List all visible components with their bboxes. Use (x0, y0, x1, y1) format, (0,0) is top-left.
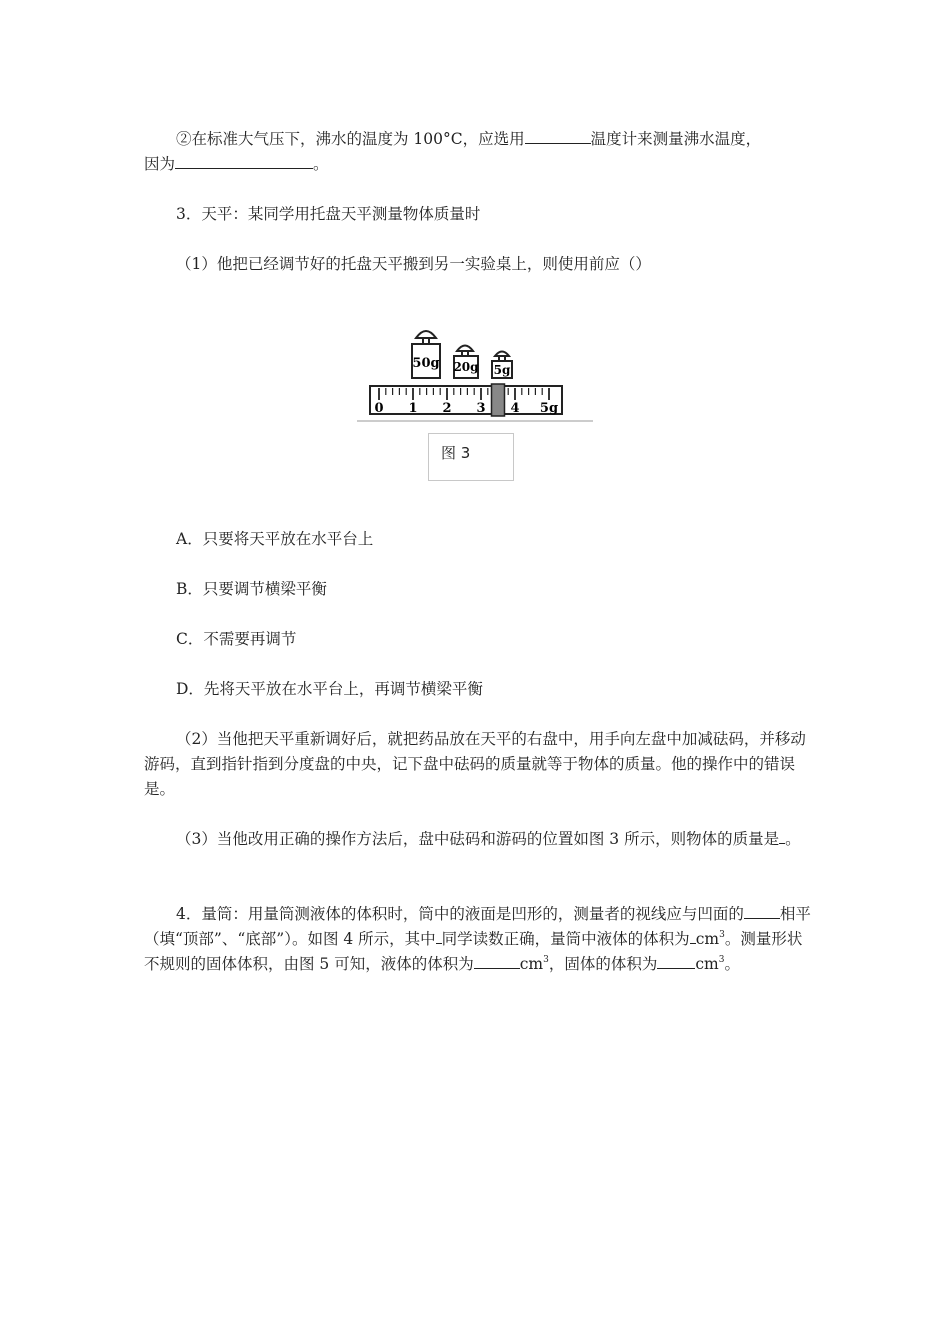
answer-blank[interactable] (474, 952, 520, 969)
answer-blank[interactable] (525, 127, 591, 144)
balance-figure-svg (355, 318, 595, 428)
answer-blank[interactable] (175, 152, 313, 169)
weight-label-5g: 5g (493, 363, 511, 377)
figure-3-caption: 图 3 (428, 433, 514, 481)
option-a[interactable]: A．只要将天平放在水平台上 (176, 530, 374, 548)
scale-tick-label: 2 (442, 401, 452, 416)
weight-50g (412, 331, 440, 378)
weight-label-20g: 20g (453, 360, 479, 374)
weight-label-50g: 50g (412, 356, 440, 371)
scale-tick-label: 1 (408, 401, 418, 416)
weight-5g (492, 352, 512, 379)
option-c[interactable]: C．不需要再调节 (176, 630, 297, 648)
q3-sub2: （2）当他把天平重新调好后，就把药品放在天平的右盘中，用手向左盘中加减砝码，并移动游码，直到指针指到分度盘的中央，记下盘中砝码的质量就等于物体的质量。他的操作中的错误是。 (144, 730, 806, 798)
option-b[interactable]: B．只要调节横梁平衡 (176, 580, 327, 598)
scale-tick-label: 5g (539, 401, 559, 416)
q3-title: 3．天平：某同学用托盘天平测量物体质量时 (176, 205, 481, 223)
answer-blank[interactable] (657, 952, 695, 969)
weight-20g (453, 346, 479, 379)
answer-blank[interactable] (744, 902, 780, 919)
q3-sub1: （1）他把已经调节好的托盘天平搬到另一实验桌上，则使用前应（） (176, 255, 651, 273)
q2-line2: 因为 。 (144, 152, 814, 177)
rider-scale-bar (370, 386, 562, 414)
scale-tick-label: 0 (374, 401, 384, 416)
option-d[interactable]: D．先将天平放在水平台上，再调节横梁平衡 (176, 680, 483, 698)
q3-sub3: （3）当他改用正确的操作方法后，盘中砝码和游码的位置如图 3 所示，则物体的质量是 。 (144, 827, 814, 852)
q4-text: 4．量筒：用量筒测液体的体积时，筒中的液面是凹形的，测量者的视线应与凹面的 相平（填“顶部”、“底部”）。如图 4 所示，其中 同学读数正确，量筒中液体的体积为 $cm^3$。测量形状不规则的固体体积，由图 5 可知，液体的体积为 $cm^3$，固体的体积为 $cm^3$。 (144, 902, 814, 977)
q2-line1: ②在标准大气压下，沸水的温度为 100°C，应选用 温度计来测量沸水温度， (144, 127, 814, 152)
scale-tick-label: 4 (510, 401, 520, 416)
rider-slider (492, 384, 505, 416)
scale-tick-label: 3 (476, 401, 486, 416)
